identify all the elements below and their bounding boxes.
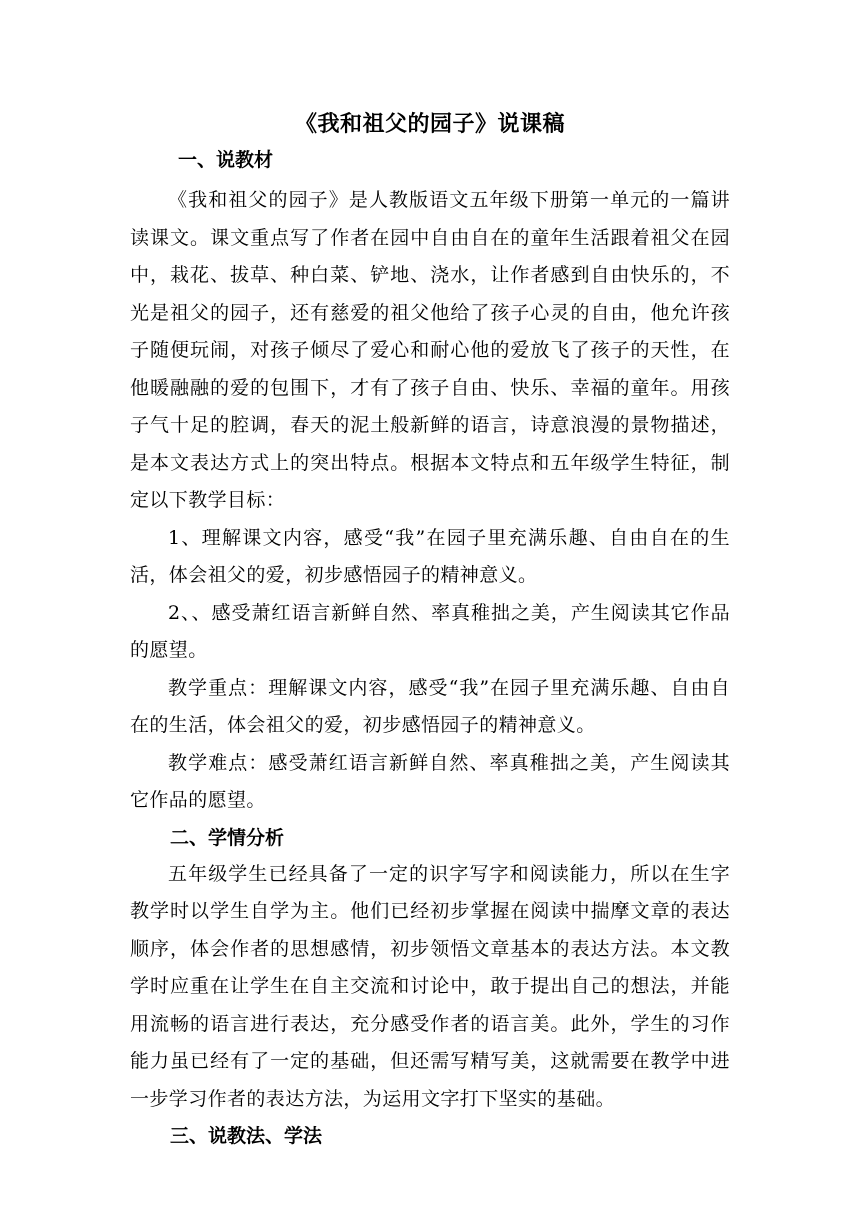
- section-heading-textbook: 一、说教材: [178, 149, 274, 171]
- document-page: [130, 106, 730, 1154]
- paragraph-key-point: 教学重点：理解课文内容，感受“我”在园子里充满乐趣、自由自在的生活，体会祖父的爱，初步感悟园子的精神意义。: [130, 676, 730, 736]
- paragraph-student-analysis: 五年级学生已经具备了一定的识字写字和阅读能力，所以在生字教学时以学生自学为主。他们已经初步掌握在阅读中揣摩文章的表达顺序，体会作者的思想感情，初步领悟文章基本的表达方法。本文教学时应重在让学生在自主交流和讨论中，敢于提出自己的想法，并能用流畅的语言进行表达，充分感受作者的语言美。此外，学生的习作能力虽已经有了一定的基础，但还需写精写美，这就需要在教学中进一步学习作者的表达方法，为运用文字打下坚实的基础。: [130, 862, 730, 1110]
- document-title: 《我和祖父的园子》说课稿: [294, 111, 565, 137]
- paragraph-textbook-intro: 《我和祖父的园子》是人教版语文五年级下册第一单元的一篇讲读课文。课文重点写了作者在园中自由自在的童年生活跟着祖父在园中，栽花、拔草、种白菜、铲地、浇水，让作者感到自由快乐的，不光是祖父的园子，还有慈爱的祖父他给了孩子心灵的自由，他允许孩子随便玩闹，对孩子倾尽了爱心和耐心他的爱放飞了孩子的天性，在他暖融融的爱的包围下，才有了孩子自由、快乐、幸福的童年。用孩子气十足的腔调，春天的泥土般新鲜的语言，诗意浪漫的景物描述，是本文表达方式上的突出特点。根据本文特点和五年级学生特征，制定以下教学目标：: [130, 189, 730, 511]
- paragraph-goal-1: 1、理解课文内容，感受“我”在园子里充满乐趣、自由自在的生活，体会祖父的爱，初步感悟园子的精神意义。: [130, 526, 730, 586]
- paragraph-difficult-point: 教学难点：感受萧红语言新鲜自然、率真稚拙之美，产生阅读其它作品的愿望。: [130, 751, 730, 811]
- section-heading-methods: 三、说教法、学法: [170, 1125, 323, 1147]
- section-heading-student-analysis: 二、学情分析: [170, 826, 285, 849]
- paragraph-goal-2: 2、、感受萧红语言新鲜自然、率真稚拙之美，产生阅读其它作品的愿望。: [130, 601, 730, 661]
